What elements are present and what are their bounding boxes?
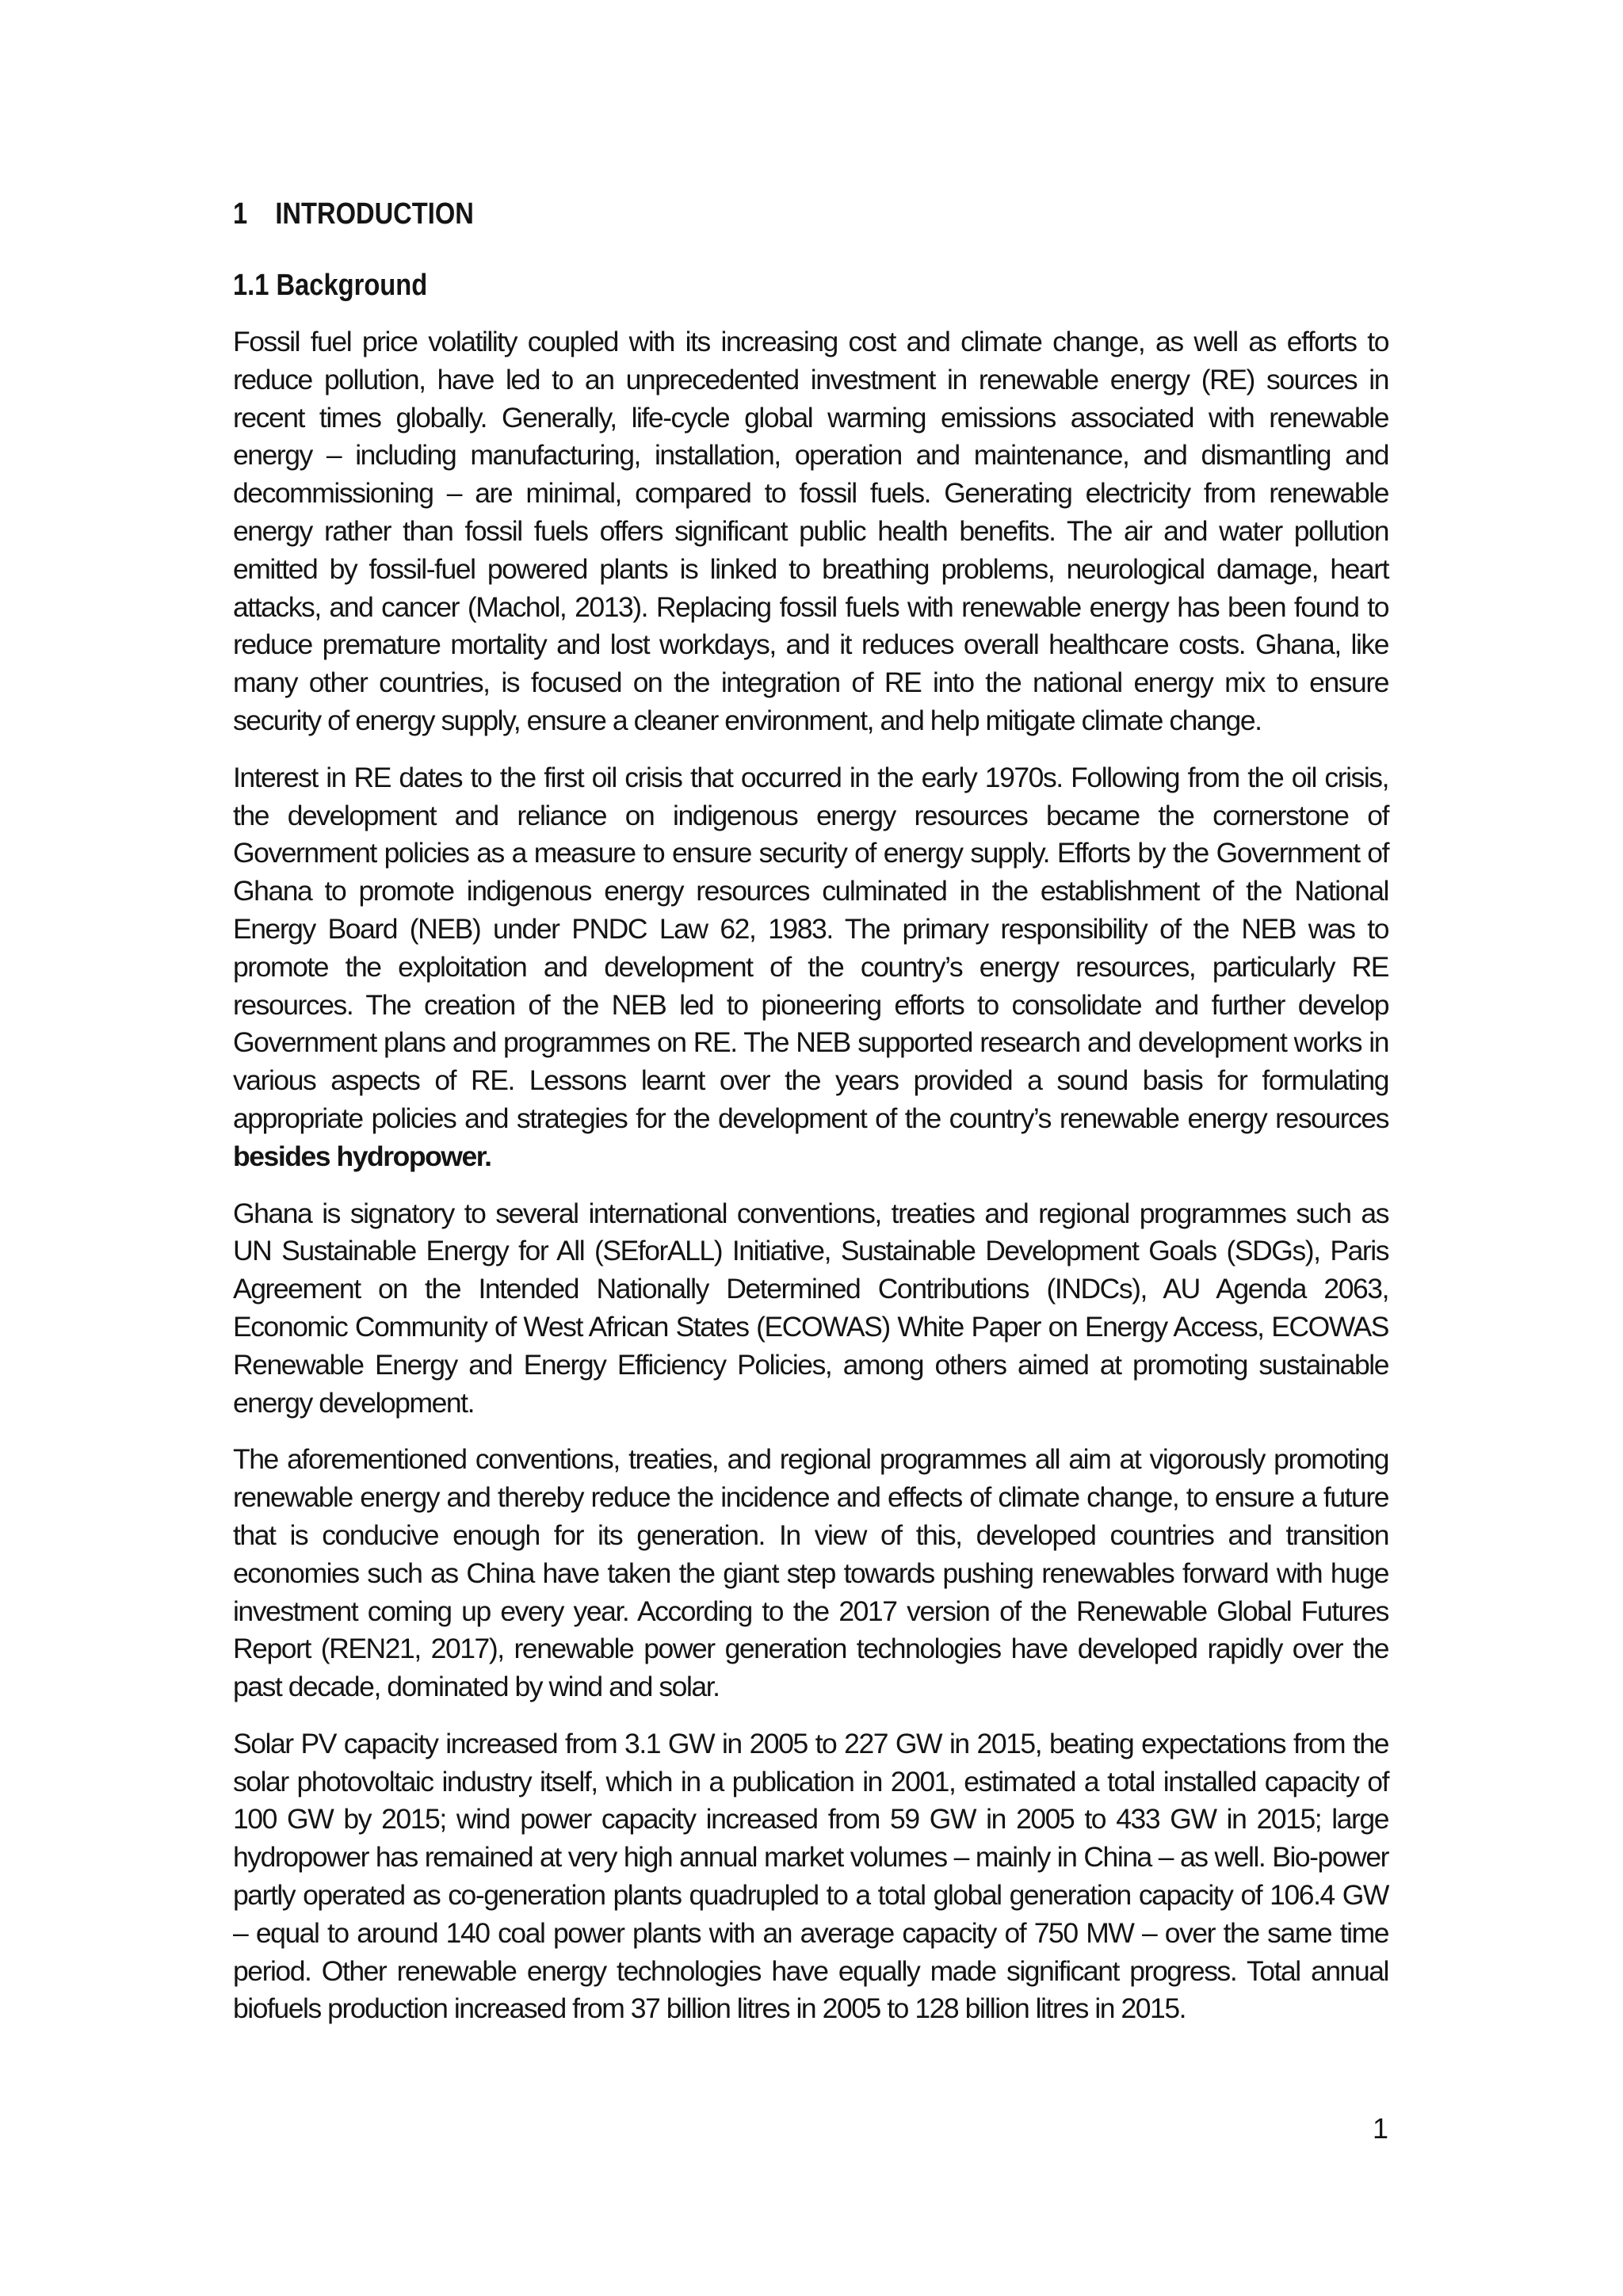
paragraph-5-text: Solar PV capacity increased from 3.1 GW in 2005 to 227 GW in 2015, beating expectations from the solar photovoltaic industry itself, which in a publication in 2001, estimated a total installed capacity of 100 GW by 2015; wind power capacity increased from 59 GW in 2005 to 433 GW in 2015; large hydropower has remained at very high annual market volumes – mainly in China – as well. Bio-power partly operated as co-generation plants quadrupled to a total global generation capacity of 106.4 GW – equal to around 140 coal power plants with an average capacity of 750 MW – over the same time period. Other renewable energy technologies have equally made significant progress. Total annual biofuels production increased from 37 billion litres in 2005 to 128 billion litres in 2015. bbox=[233, 1727, 1388, 2025]
document-page bbox=[233, 0, 1388, 2296]
body-text bbox=[233, 323, 1388, 2047]
paragraph-2-text: Interest in RE dates to the first oil crisis that occurred in the early 1970s. Following from the oil crisis, the development and reliance on indigenous energy resources became the cornerstone of Government policies as a measure to ensure security of energy supply. Efforts by the Government of Ghana to promote indigenous energy resources culminated in the establishment of the National Energy Board (NEB) under PNDC Law 62, 1983. The primary responsibility of the NEB was to promote the exploitation and development of the country’s energy resources, particularly RE resources. The creation of the NEB led to pioneering efforts to consolidate and further develop Government plans and programmes on RE. The NEB supported research and development works in various aspects of RE. Lessons learnt over the years provided a sound basis for formulating appropriate policies and strategies for the development of the country’s renewable energy resources bbox=[233, 761, 1388, 1134]
chapter-heading bbox=[233, 197, 474, 233]
paragraph-3-text: Ghana is signatory to several international conventions, treaties and regional programmes such as UN Sustainable Energy for All (SEforALL) Initiative, Sustainable Development Goals (SDGs), Paris Agreement on the Intended Nationally Determined Contributions (INDCs), AU Agenda 2063, Economic Community of West African States (ECOWAS) White Paper on Energy Access, ECOWAS Renewable Energy and Energy Efficiency Policies, among others aimed at promoting sustainable energy development. bbox=[233, 1197, 1388, 1419]
paragraph-4 bbox=[233, 1441, 1388, 1706]
paragraph-2-bold-text: besides hydropower. bbox=[233, 1140, 491, 1172]
paragraph-3 bbox=[233, 1195, 1388, 1423]
paragraph-4-text: The aforementioned conventions, treaties, and regional programmes all aim at vigorously promoting renewable energy and thereby reduce the incidence and effects of climate change, to ensure a future that is conducive enough for its generation. In view of this, developed countries and transition economies such as China have taken the giant step towards pushing renewables forward with huge investment coming up every year. According to the 2017 version of the Renewable Global Futures Report (REN21, 2017), renewable power generation technologies have developed rapidly over the past decade, dominated by wind and solar. bbox=[233, 1443, 1388, 1703]
chapter-number: 1 bbox=[233, 197, 248, 231]
paragraph-1 bbox=[233, 323, 1388, 740]
paragraph-1-text: Fossil fuel price volatility coupled with its increasing cost and climate change, as well as efforts to reduce pollution, have led to an unprecedented investment in renewable energy (RE) sources in recent times globally. Generally, life-cycle global warming emissions associated with renewable energy – including manufacturing, installation, operation and maintenance, and dismantling and decommissioning – are minimal, compared to fossil fuels. Generating electricity from renewable energy rather than fossil fuels offers significant public health benefits. The air and water pollution emitted by fossil-fuel powered plants is linked to breathing problems, neurological damage, heart attacks, and cancer (Machol, 2013). Replacing fossil fuels with renewable energy has been found to reduce premature mortality and lost workdays, and it reduces overall healthcare costs. Ghana, like many other countries, is focused on the integration of RE into the national energy mix to ensure security of energy supply, ensure a cleaner environment, and help mitigate climate change. bbox=[233, 326, 1388, 736]
page-number: 1 bbox=[1372, 2112, 1388, 2145]
section-heading: 1.1 Background bbox=[233, 269, 428, 302]
paragraph-5 bbox=[233, 1725, 1388, 2028]
chapter-title: INTRODUCTION bbox=[275, 197, 474, 231]
paragraph-2 bbox=[233, 759, 1388, 1176]
